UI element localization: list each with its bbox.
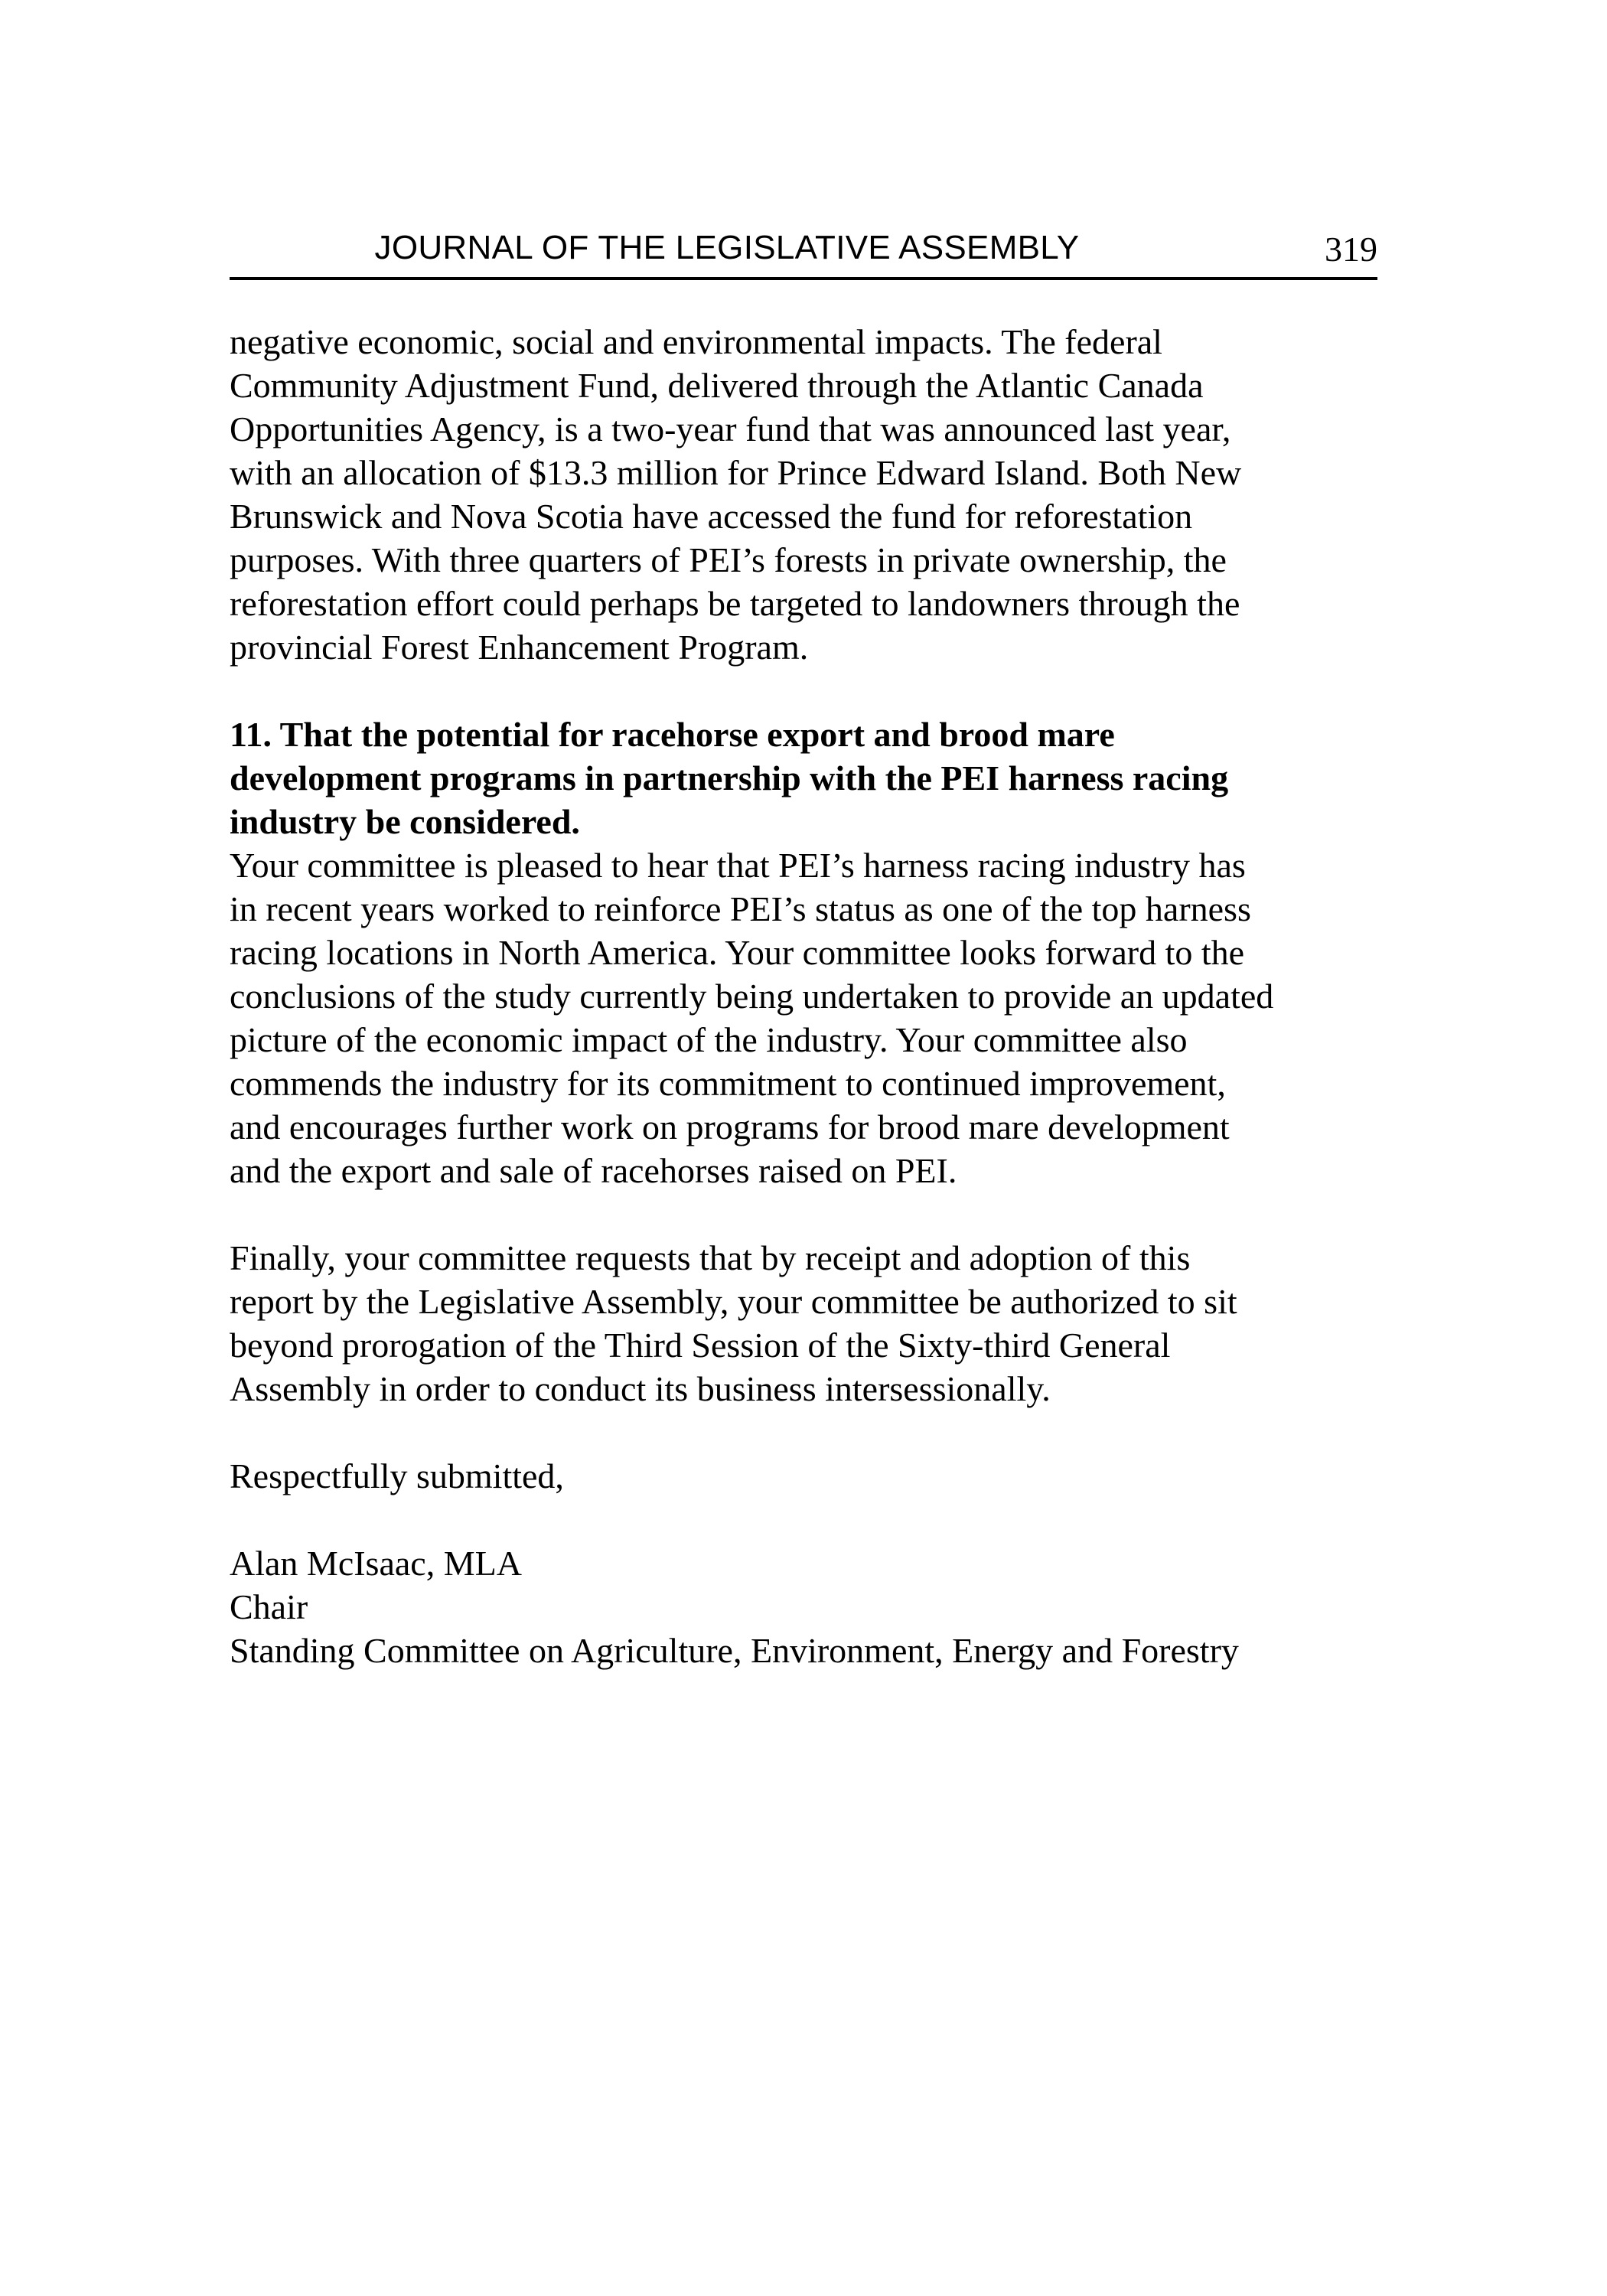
text-line: purposes. With three quarters of PEI’s forests in private ownership, the bbox=[230, 540, 1227, 579]
closing-text: Respectfully submitted, bbox=[230, 1456, 564, 1495]
text-line: Opportunities Agency, is a two-year fund that was announced last year, bbox=[230, 409, 1231, 448]
text-line: with an allocation of $13.3 million for Prince Edward Island. Both New bbox=[230, 453, 1242, 492]
text-line: report by the Legislative Assembly, your committee be authorized to sit bbox=[230, 1282, 1237, 1321]
page-number: 319 bbox=[1325, 230, 1377, 269]
text-line: Assembly in order to conduct its business intersessionally. bbox=[230, 1369, 1051, 1408]
text-line: provincial Forest Enhancement Program. bbox=[230, 628, 809, 667]
text-line: Your committee is pleased to hear that PEI’s harness racing industry has bbox=[230, 846, 1246, 885]
text-line: beyond prorogation of the Third Session of the Sixty-third General bbox=[230, 1326, 1171, 1365]
text-line: Community Adjustment Fund, delivered through the Atlantic Canada bbox=[230, 366, 1204, 405]
text-line: in recent years worked to reinforce PEI’s status as one of the top harness bbox=[230, 889, 1251, 928]
text-line: Brunswick and Nova Scotia have accessed the fund for reforestation bbox=[230, 497, 1193, 536]
paragraph-final-request bbox=[230, 1236, 1393, 1411]
signature-block bbox=[230, 1541, 1393, 1672]
heading-line: industry be considered. bbox=[230, 802, 580, 841]
signatory-name: Alan McIsaac, MLA bbox=[230, 1544, 522, 1583]
text-line: racing locations in North America. Your committee looks forward to the bbox=[230, 933, 1245, 972]
text-line: commends the industry for its commitment to continued improvement, bbox=[230, 1064, 1226, 1103]
paragraph-community-adjustment-fund bbox=[230, 320, 1393, 669]
text-line: conclusions of the study currently being undertaken to provide an updated bbox=[230, 977, 1274, 1016]
recommendation-11 bbox=[230, 713, 1393, 1192]
page-header bbox=[230, 223, 1377, 280]
text-line: Finally, your committee requests that by receipt and adoption of this bbox=[230, 1238, 1191, 1277]
committee-name: Standing Committee on Agriculture, Environment, Energy and Forestry bbox=[230, 1631, 1239, 1670]
text-line: picture of the economic impact of the industry. Your committee also bbox=[230, 1020, 1188, 1059]
recommendation-body bbox=[230, 843, 1393, 1192]
journal-title: JOURNAL OF THE LEGISLATIVE ASSEMBLY bbox=[374, 229, 1080, 266]
document-body bbox=[230, 320, 1393, 1672]
signatory-role: Chair bbox=[230, 1587, 308, 1626]
text-line: reforestation effort could perhaps be targeted to landowners through the bbox=[230, 584, 1240, 623]
recommendation-heading bbox=[230, 713, 1393, 843]
heading-line: 11. That the potential for racehorse export and brood mare bbox=[230, 715, 1115, 754]
text-line: negative economic, social and environmental impacts. The federal bbox=[230, 322, 1162, 361]
text-line: and the export and sale of racehorses raised on PEI. bbox=[230, 1151, 957, 1190]
closing-line bbox=[230, 1454, 1393, 1498]
text-line: and encourages further work on programs for brood mare development bbox=[230, 1107, 1230, 1146]
heading-line: development programs in partnership with the PEI harness racing bbox=[230, 758, 1229, 797]
